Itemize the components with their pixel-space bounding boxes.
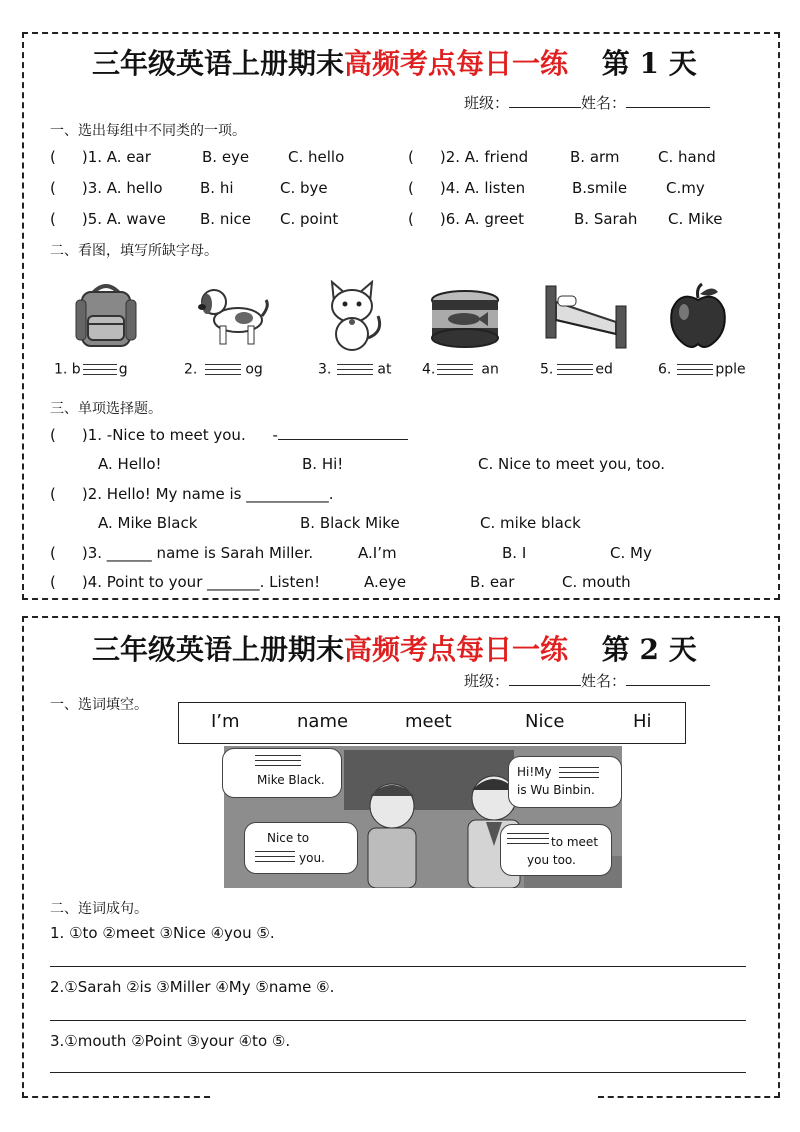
day-label: 第 1 天 [601,47,697,80]
sentence-question-1: 1. ①to ②meet ③Nice ④you ⑤. [50,924,275,942]
name-blank[interactable] [626,107,710,108]
bubble-text: is Wu Binbin. [517,783,595,797]
letter-blank[interactable] [205,360,241,379]
title-black: 三年级英语上册期末 [92,47,345,80]
fish-can-icon [428,288,502,350]
word-bank-item: meet [405,711,452,732]
letter-item-1 [54,360,128,379]
item-num: )6. A. greet [439,210,525,228]
title-red: 高频考点每日一练 [344,633,569,666]
option-a: A.I’m [358,544,397,562]
letter-item-2 [184,360,263,379]
mc-question-4 [50,573,320,591]
bubble-blank[interactable] [255,751,301,770]
question-text: )1. -Nice to meet you. [81,426,246,444]
item-num: )1. A. ear [81,148,151,166]
paren: ( [50,573,56,591]
word-bank-item: name [297,711,349,732]
bubble-blank[interactable] [507,829,549,848]
sentence-question-2: 2.①Sarah ②is ③Miller ④My ⑤name ⑥. [50,978,335,996]
item-num: 5. [540,361,554,378]
paren: ( [50,210,56,228]
class-name-row [464,92,710,113]
option-a: A.eye [364,573,407,591]
bottom-border-right [598,1096,780,1098]
section2-heading: 二、连词成句。 [50,901,148,917]
answer-line-2[interactable] [50,1020,746,1021]
item-num: 2. [184,361,198,378]
choice-row [408,148,528,166]
option-c: C. My [610,544,652,562]
option-b: B.smile [572,179,628,197]
worksheet-day2 [22,616,780,1098]
title-red: 高频考点每日一练 [344,47,569,80]
choice-row [50,148,151,166]
section1-heading: 一、选词填空。 [50,697,148,713]
apple-icon [666,282,730,350]
bottom-border-left [22,1096,210,1098]
dog-icon [190,280,270,350]
option-b: B. eye [202,148,250,166]
question-text: )3. ______ name is Sarah Miller. [81,544,314,562]
choice-row [50,210,166,228]
name-label: 姓名： [581,94,627,112]
class-name-row [464,670,710,691]
letter-blank[interactable] [677,360,713,379]
bubble-text: Hi!My [517,765,552,779]
bubble-text: Nice to [267,831,310,845]
section1-heading: 一、选出每组中不同类的一项。 [50,123,246,139]
class-label: 班级： [464,672,510,690]
item-suffix: g [118,361,128,378]
mc-question-3 [50,544,313,562]
item-num: 4. [422,361,436,378]
title-black: 三年级英语上册期末 [92,633,345,666]
answer-blank[interactable] [278,439,408,440]
schoolbag-icon [70,280,142,350]
option-b: B. hi [200,179,234,197]
option-a: A. Mike Black [98,514,198,532]
word-bank-item: I’m [211,711,240,732]
option-c: C. mouth [562,573,631,591]
name-blank[interactable] [626,685,710,686]
bubble-text: you too. [527,853,576,867]
question-text: )4. Point to your _______. Listen! [81,573,321,591]
paren: ( [408,148,414,166]
option-c: C. point [280,210,339,228]
bubble-text: Mike Black. [257,773,325,787]
option-c: C. bye [280,179,328,197]
paren: ( [50,485,56,503]
word-bank-item: Hi [633,711,652,732]
item-suffix: ed [595,361,613,378]
name-label: 姓名： [581,672,627,690]
answer-line-1[interactable] [50,966,746,967]
option-c: C. Nice to meet you, too. [478,455,666,473]
choice-row [408,210,524,228]
day2-title [92,628,697,668]
class-blank[interactable] [509,685,581,686]
question-text: )2. Hello! My name is ___________. [81,485,334,503]
bubble-text: to meet [551,835,599,849]
class-label: 班级： [464,94,510,112]
paren: ( [50,179,56,197]
option-b: B. arm [570,148,620,166]
section2-heading: 二、看图，填写所缺字母。 [50,243,218,259]
option-b: B. ear [470,573,515,591]
word-bank-item: Nice [525,711,565,732]
item-suffix: pple [715,361,746,378]
paren: ( [50,148,56,166]
option-b: B. Black Mike [300,514,400,532]
worksheet-day1 [22,32,780,600]
choice-row [408,179,525,197]
option-c: C.my [666,179,705,197]
speech-bubble-4 [500,824,612,876]
letter-blank[interactable] [337,360,373,379]
bubble-blank[interactable] [559,763,599,782]
day1-title [92,42,697,82]
letter-item-3 [318,360,391,379]
option-c: C. hand [658,148,716,166]
item-num: 6. [658,361,672,378]
paren: ( [408,179,414,197]
option-b: B. nice [200,210,251,228]
speech-bubble-1 [222,748,342,798]
item-suffix: og [245,361,263,378]
option-b: B. I [502,544,527,562]
paren: ( [408,210,414,228]
paren: ( [50,426,56,444]
day-label: 第 2 天 [601,633,697,666]
choice-row [50,179,163,197]
item-num: )5. A. wave [81,210,166,228]
option-b: B. Sarah [574,210,638,228]
item-num: )4. A. listen [439,179,526,197]
option-c: C. hello [288,148,345,166]
item-suffix: an [481,361,499,378]
answer-line-3[interactable] [50,1072,746,1073]
item-num: )2. A. friend [439,148,529,166]
option-b: B. Hi! [302,455,344,473]
word-bank [178,702,686,744]
letter-item-5 [540,360,613,379]
mc-question-2 [50,485,334,503]
item-num: )3. A. hello [81,179,163,197]
dash: - [272,426,278,444]
letter-item-4 [422,360,499,379]
speech-bubble-2 [508,756,622,808]
option-c: C. mike black [480,514,581,532]
letter-item-6 [658,360,746,379]
bubble-blank[interactable] [255,847,295,866]
bed-icon [542,280,630,352]
letter-blank[interactable] [557,360,593,379]
option-c: C. Mike [668,210,723,228]
letter-blank[interactable] [437,360,473,379]
class-blank[interactable] [509,107,581,108]
section3-heading: 三、单项选择题。 [50,401,162,417]
speech-bubble-3 [244,822,358,874]
option-a: A. Hello! [98,455,162,473]
letter-blank[interactable] [83,360,117,379]
item-num: 3. [318,361,332,378]
mc-question-1 [50,426,408,444]
paren: ( [50,544,56,562]
cat-icon [320,276,386,354]
item-num: 1. b [54,361,81,378]
item-suffix: at [377,361,392,378]
sentence-question-3: 3.①mouth ②Point ③your ④to ⑤. [50,1032,291,1050]
bubble-text: you. [299,851,325,865]
